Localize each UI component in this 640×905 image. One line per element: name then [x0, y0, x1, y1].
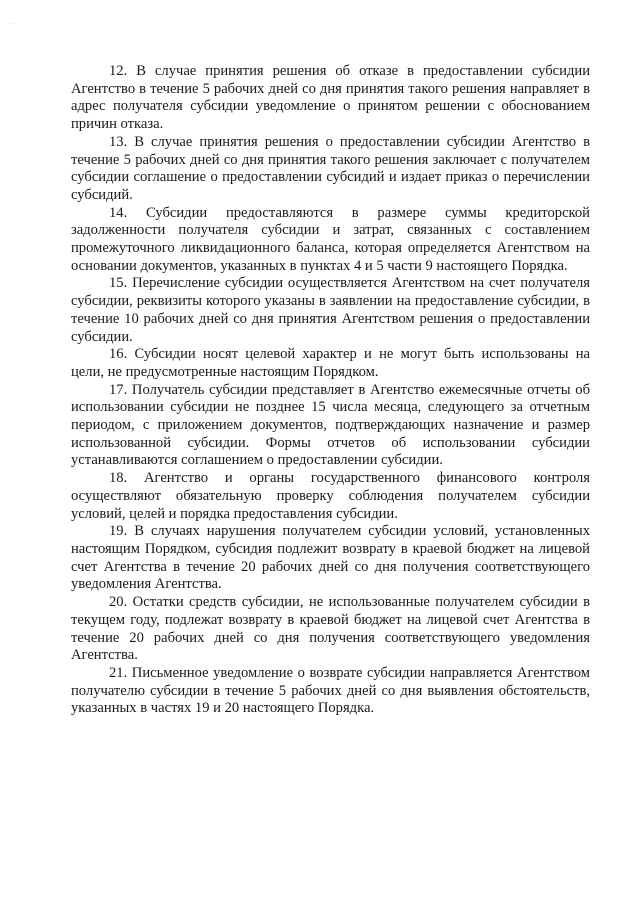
- paragraph-19: 19. В случаях нарушения получателем субсидии условий, установленных настоящим Порядком, субсидия подлежит возврату в краевой бюджет на лицевой счет Агентства в течение 20 рабочих дней со дня получения соответствующего уведомления Агентства.: [71, 523, 590, 593]
- paragraph-21: 21. Письменное уведомление о возврате субсидии направляется Агентством получателю субсидии в течение 5 рабочих дней со дня выявления обстоятельств, указанных в частях 19 и 20 настоящего Порядка.: [71, 664, 590, 717]
- paragraph-14: 14. Субсидии предоставляются в размере суммы кредиторской задолженности получателя субсидии и затрат, связанных с составлением промежуточного ликвидационного баланса, которая определяется Агентством на основании документов, указанных в пунктах 4 и 5 части 9 настоящего Порядка.: [71, 204, 590, 274]
- paragraph-17: 17. Получатель субсидии представляет в Агентство ежемесячные отчеты об использовании субсидии не позднее 15 числа месяца, следующего за отчетным периодом, с приложением документов, подтверждающих назначение и размер использованной субсидии. Формы отчетов об использовании субсидии устанавливаются соглашением о предоставлении субсидии.: [71, 381, 590, 469]
- paragraph-18: 18. Агентство и органы государственного финансового контроля осуществляют обязательную проверку соблюдения получателем субсидии условий, целей и порядка предоставления субсидии.: [71, 470, 590, 522]
- paragraph-12: 12. В случае принятия решения об отказе в предоставлении субсидии Агентство в течение 5 рабочих дней со дня принятия такого решения направляет в адрес получателя субсидии уведомление о принятом решении с обоснованием причин отказа.: [71, 63, 590, 133]
- paragraph-20: 20. Остатки средств субсидии, не использованные получателем субсидии в текущем году, подлежат возврату в краевой бюджет на лицевой счет Агентства в течение 20 рабочих дней со дня получения соответствующего уведомления Агентства.: [71, 594, 590, 664]
- paragraph-13: 13. В случае принятия решения о предоставлении субсидии Агентство в течение 5 рабочих дней со дня принятия такого решения заключает с получателем субсидии соглашение о предоставлении субсидий и издает приказ о перечислении субсидий.: [71, 133, 590, 203]
- document-body: [71, 63, 590, 718]
- paragraph-16: 16. Субсидии носят целевой характер и не могут быть использованы на цели, не предусмотренные настоящим Порядком.: [71, 346, 590, 380]
- scan-corner-mark: · ·: [9, 21, 15, 28]
- paragraph-15: 15. Перечисление субсидии осуществляется Агентством на счет получателя субсидии, реквизиты которого указаны в заявлении на предоставление субсидии, в течение 10 рабочих дней со дня принятия Агентством решения о предоставлении субсидии.: [71, 275, 590, 345]
